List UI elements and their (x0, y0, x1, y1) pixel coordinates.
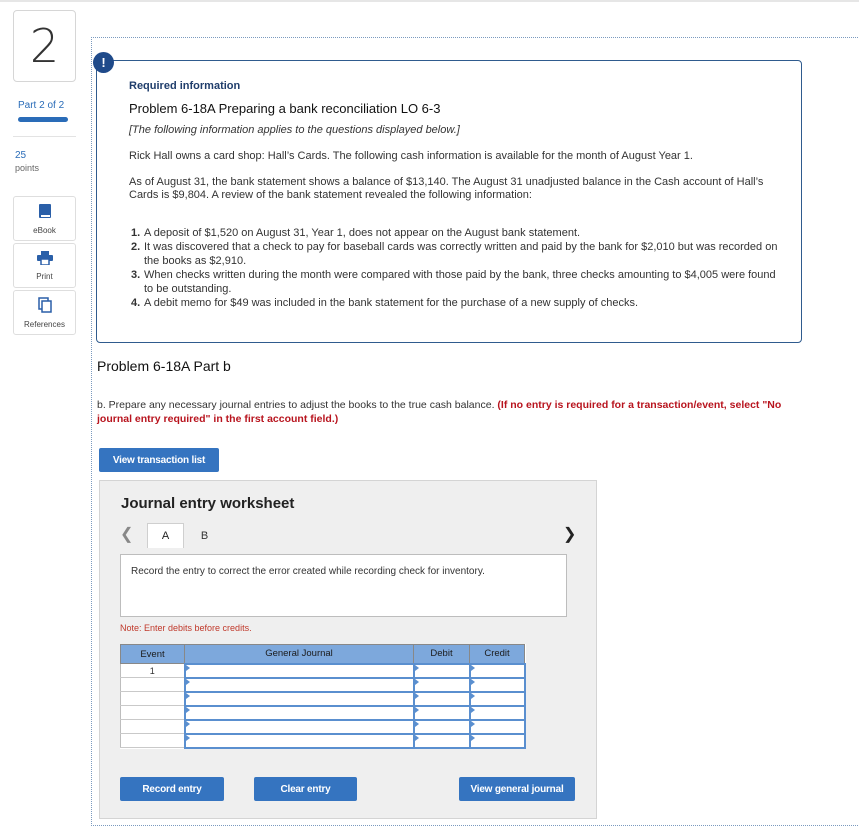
table-row (121, 678, 525, 692)
ebook-button[interactable] (13, 196, 76, 241)
top-divider (0, 0, 859, 2)
event-cell (121, 734, 185, 748)
column-header-credit: Credit (470, 645, 525, 664)
tab-a[interactable]: A (147, 523, 184, 548)
points-label: points (15, 163, 40, 173)
debit-input[interactable] (414, 692, 470, 706)
printer-icon (37, 251, 53, 267)
ebook-label: eBook (33, 225, 56, 235)
credit-input[interactable] (470, 664, 525, 678)
table-row (121, 692, 525, 706)
part-progress-bar (18, 117, 68, 122)
column-header-event: Event (121, 645, 185, 664)
account-input[interactable] (185, 734, 414, 748)
clear-entry-button[interactable]: Clear entry (254, 777, 357, 801)
credit-input[interactable] (470, 706, 525, 720)
references-label: References (24, 319, 65, 329)
table-row (121, 734, 525, 748)
task-description: Record the entry to correct the error created while recording check for inventory. (120, 554, 567, 617)
part-label: Part 2 of 2 (18, 100, 65, 111)
account-input[interactable] (185, 706, 414, 720)
worksheet-title: Journal entry worksheet (121, 495, 295, 512)
debits-credits-note: Note: Enter debits before credits. (120, 623, 252, 633)
account-input[interactable] (185, 664, 414, 678)
credit-input[interactable] (470, 720, 525, 734)
account-input[interactable] (185, 692, 414, 706)
applies-note: [The following information applies to the questions displayed below.] (129, 124, 460, 136)
credit-input[interactable] (470, 678, 525, 692)
list-item: 2. It was discovered that a check to pay for baseball cards was correctly written and paid by the bank for $2,010 but was recorded on the books as $2,910. (131, 241, 778, 267)
question-number: 2 (13, 10, 76, 82)
references-button[interactable] (13, 290, 76, 335)
debit-input[interactable] (414, 706, 470, 720)
info-list (129, 226, 779, 310)
rail-divider (13, 136, 76, 137)
book-icon (38, 203, 52, 221)
chevron-left-icon[interactable]: ❮ (120, 526, 134, 543)
debit-input[interactable] (414, 678, 470, 692)
view-transaction-list-button[interactable]: View transaction list (99, 448, 219, 472)
statement-paragraph: As of August 31, the bank statement shows a balance of $13,140. The August 31 unadjusted balance in the Cash account of Hall’s Cards is $9,804. A review of the bank statement revealed the following information: (129, 176, 764, 201)
alert-icon: ! (93, 52, 114, 73)
view-general-journal-button[interactable]: View general journal (459, 777, 575, 801)
debit-input[interactable] (414, 664, 470, 678)
part-b-title: Problem 6-18A Part b (97, 358, 231, 374)
event-cell (121, 678, 185, 692)
record-entry-button[interactable]: Record entry (120, 777, 224, 801)
account-input[interactable] (185, 678, 414, 692)
debit-input[interactable] (414, 734, 470, 748)
account-input[interactable] (185, 720, 414, 734)
print-label: Print (36, 271, 53, 281)
part-b-instruction-note: (If no entry is required for a transaction/event, select "No journal entry required" in the first account field.) (97, 399, 782, 425)
intro-text: Rick Hall owns a card shop: Hall’s Cards. The following cash information is available for the month of August Year 1. (129, 150, 693, 162)
part-b-instruction: b. Prepare any necessary journal entries to adjust the books to the true cash balance. (If no entry is required for a transaction/event, select "No journal entry required" in the first account field.) (97, 399, 782, 425)
event-cell: 1 (121, 664, 185, 678)
event-cell (121, 720, 185, 734)
list-item: 4. A debit memo for $49 was included in the bank statement for the purchase of a new supply of checks. (131, 297, 639, 309)
column-header-general-journal: General Journal (185, 645, 414, 664)
points-value: 25 (15, 150, 27, 161)
table-row (121, 720, 525, 734)
column-header-debit: Debit (414, 645, 470, 664)
problem-title: Problem 6-18A Preparing a bank reconciliation LO 6-3 (129, 101, 441, 116)
credit-input[interactable] (470, 734, 525, 748)
list-item: 1. A deposit of $1,520 on August 31, Year 1, does not appear on the August bank statement. (131, 227, 581, 239)
event-cell (121, 692, 185, 706)
journal-table (120, 644, 526, 749)
table-row (121, 664, 525, 678)
chevron-right-icon[interactable]: ❯ (563, 526, 577, 543)
credit-input[interactable] (470, 692, 525, 706)
table-row (121, 706, 525, 720)
list-item: 3. When checks written during the month were compared with those paid by the bank, three checks amounting to $4,005 were found to be outstanding. (131, 269, 776, 295)
debit-input[interactable] (414, 720, 470, 734)
required-info-heading: Required information (129, 80, 241, 92)
event-cell (121, 706, 185, 720)
tab-b[interactable]: B (200, 529, 209, 542)
print-button[interactable] (13, 243, 76, 288)
references-icon (38, 297, 52, 315)
